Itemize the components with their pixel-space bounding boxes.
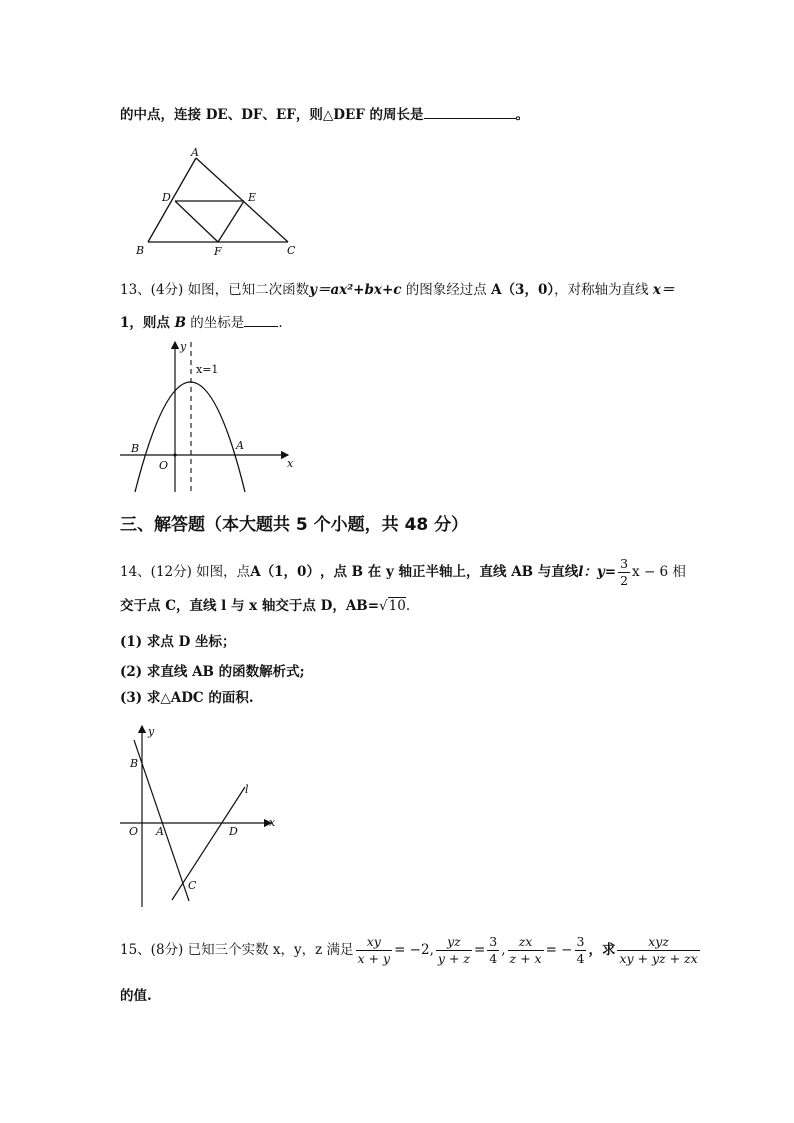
q12-text-suffix: 。 — [515, 107, 530, 123]
q14-line2: 交于点 C，直线 l 与 x 轴交于点 D，AB=√10. — [120, 598, 411, 614]
q14-line1-a: 14、(12分) 如图，点 — [120, 564, 251, 580]
label-F: F — [214, 245, 222, 258]
q14-label-A: A — [156, 825, 164, 838]
q15-frac5 — [575, 934, 587, 968]
q12-answer-blank[interactable] — [424, 106, 516, 119]
q14-label-B: B — [130, 757, 139, 770]
q15-frac6 — [617, 934, 699, 968]
label-D: D — [162, 191, 171, 204]
q14-frac-den: 2 — [620, 573, 629, 589]
q15-frac6-den: xy + yz + zx — [619, 951, 698, 967]
q15-frac4 — [508, 934, 544, 968]
q14-frac-num: 3 — [620, 556, 629, 571]
label-E: E — [248, 191, 257, 204]
q14-label-C: C — [188, 879, 197, 892]
q15-frac5-den: 4 — [576, 951, 585, 967]
q14-label-l: l — [245, 783, 249, 796]
q13-label-B: B — [131, 442, 140, 455]
q14-point-a: A（1，0） — [250, 564, 320, 580]
q15-comma: , — [501, 942, 506, 958]
q13-line2-b: B — [174, 315, 187, 331]
tri-side-ac — [196, 158, 288, 242]
q14-sqrt: 10 — [388, 598, 406, 614]
q14-label-O: O — [129, 825, 139, 838]
q14-line2-a: 交于点 C，直线 l 与 x 轴交于点 D，AB= — [120, 598, 380, 614]
q15-v4: = − — [545, 942, 573, 958]
q12-text — [120, 106, 529, 123]
q14-label-x: x — [269, 816, 276, 829]
q14-line-l: l：y= — [578, 564, 617, 580]
q15-frac3-den: 4 — [489, 951, 498, 967]
q13-parabola — [135, 382, 245, 492]
q12-text-prefix: 的中点，连接 DE、DF、EF，则△DEF 的周长是 — [120, 107, 424, 123]
q14-label-D: D — [229, 825, 238, 838]
q14-line-l — [172, 787, 245, 900]
q14-sub2: (2) 求直线 AB 的函数解析式; — [120, 664, 305, 680]
q13-xeq: x＝ — [652, 282, 675, 298]
q15-prefix: 15、(8分) 已知三个实数 x，y，z 满足 — [120, 942, 354, 958]
q15-frac1-num: xy — [366, 934, 381, 949]
seg-ef — [218, 201, 244, 242]
q15-frac2 — [436, 934, 472, 968]
q13-equation: y＝ax²+bx+c — [309, 282, 402, 298]
q15-frac4-num: zx — [518, 934, 533, 949]
q15-line2: 的值. — [120, 988, 152, 1004]
q13-label-x: x — [287, 457, 294, 470]
q13-line1-a: 13、(4分) 如图，已知二次函数 — [120, 282, 310, 298]
q15-frac5-num: 3 — [576, 934, 585, 949]
q15-line1 — [120, 934, 702, 968]
q15-v1: = −2, — [394, 942, 434, 958]
q15-v2: = — [473, 942, 486, 958]
q14-sub1: (1) 求点 D 坐标； — [120, 634, 236, 650]
q15-frac2-num: yz — [447, 934, 461, 949]
q12-triangle-figure — [130, 148, 310, 260]
q13-answer-blank[interactable] — [244, 314, 278, 327]
q13-point-a: A（3，0） — [491, 282, 555, 298]
q15-frac1-den: x + y — [357, 951, 391, 967]
q13-line1-b: 的图象经过点 — [401, 282, 492, 298]
q13-origin-dot — [173, 453, 176, 456]
q15-frac1 — [356, 934, 393, 968]
q14-line2-b: . — [405, 598, 411, 614]
q13-line1-c: ，对称轴为直线 — [554, 282, 653, 298]
q14-label-y: y — [148, 725, 155, 738]
q15-frac6-num: xyz — [648, 934, 669, 949]
label-C: C — [287, 244, 296, 257]
label-B: B — [136, 244, 145, 257]
q15-ask: ，求 — [588, 942, 616, 958]
q13-label-O: O — [159, 459, 169, 472]
section-3-title: 三、解答题（本大题共 5 个小题，共 48 分） — [120, 515, 469, 535]
q13-parabola-figure — [118, 340, 303, 495]
q14-line-figure — [118, 722, 288, 912]
q14-slope-fraction — [618, 556, 630, 590]
tri-side-ab — [148, 158, 196, 242]
q13-line2 — [120, 314, 283, 331]
label-A: A — [191, 146, 199, 159]
seg-df — [175, 201, 218, 242]
q14-line1 — [120, 556, 686, 590]
q14-sub3: (3) 求△ADC 的面积. — [120, 690, 254, 706]
q15-frac4-den: z + x — [509, 951, 542, 967]
q13-label-A: A — [236, 439, 244, 452]
q15-frac3 — [487, 934, 499, 968]
q13-line2-c: 的坐标是 — [186, 315, 245, 331]
q14-line1-b: ，点 B 在 y 轴正半轴上，直线 AB 与直线 — [319, 564, 579, 580]
q13-label-axis: x=1 — [196, 363, 219, 376]
q13-line1 — [120, 284, 674, 298]
q13-line2-a: 1，则点 — [120, 315, 175, 331]
q13-line2-d: . — [278, 315, 283, 331]
q15-frac2-den: y + z — [437, 951, 470, 967]
q13-label-y: y — [180, 340, 187, 353]
q15-frac3-num: 3 — [489, 934, 498, 949]
q14-line1-c: x − 6 相 — [632, 564, 686, 580]
